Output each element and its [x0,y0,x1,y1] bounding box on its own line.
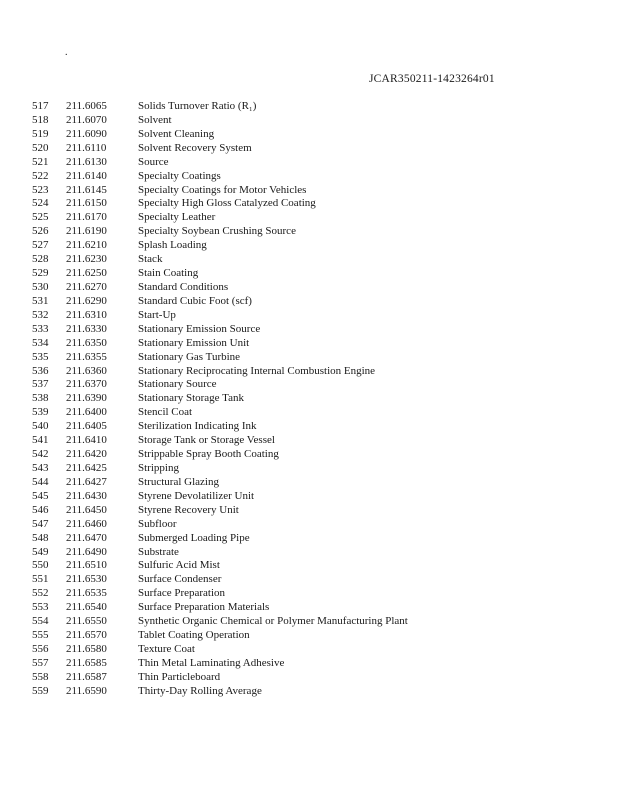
section-number: 211.6530 [66,573,107,586]
item-number: 531 [32,294,49,307]
definition-term: Texture Coat [138,642,195,655]
definition-term: Substrate [138,545,179,558]
list-item [32,225,592,239]
list-item [32,629,592,643]
list-item [32,211,592,225]
list-item [32,504,592,518]
item-number: 524 [32,197,49,210]
definition-term: Stationary Source [138,378,217,391]
item-number: 526 [32,225,49,238]
section-number: 211.6540 [66,601,107,614]
list-item [32,100,592,114]
list-item [32,462,592,476]
section-number: 211.6360 [66,364,107,377]
section-number: 211.6350 [66,336,107,349]
definition-term: Standard Conditions [138,280,229,293]
section-number: 211.6510 [66,559,107,572]
definition-term: Styrene Devolatilizer Unit [138,489,255,502]
list-item [32,184,592,198]
definition-term: Thin Metal Laminating Adhesive [138,656,285,669]
item-number: 549 [32,545,49,558]
item-number: 530 [32,280,49,293]
list-item [32,573,592,587]
definition-term: Splash Loading [138,239,207,252]
list-item [32,142,592,156]
section-number: 211.6405 [66,420,107,433]
section-number: 211.6587 [66,670,107,683]
definition-term: Storage Tank or Storage Vessel [138,434,275,447]
item-number: 539 [32,406,49,419]
section-number: 211.6410 [66,434,107,447]
definition-term: Stripping [138,461,179,474]
item-number: 527 [32,239,49,252]
item-number: 540 [32,420,49,433]
item-number: 541 [32,434,49,447]
section-number: 211.6330 [66,322,107,335]
definition-term: Tablet Coating Operation [138,629,250,642]
section-number: 211.6420 [66,448,107,461]
section-number: 211.6570 [66,629,107,642]
definition-term: Thirty-Day Rolling Average [138,684,262,697]
definition-term: Stencil Coat [138,406,193,419]
item-number: 532 [32,308,49,321]
section-number: 211.6355 [66,350,107,363]
list-item [32,323,592,337]
item-number: 550 [32,559,49,572]
section-number: 211.6140 [66,169,107,182]
definition-term: Specialty Coatings [138,169,221,182]
list-item [32,448,592,462]
section-number: 211.6250 [66,267,107,280]
section-number: 211.6460 [66,517,107,530]
section-number: 211.6090 [66,127,107,140]
list-item [32,378,592,392]
definition-term: Stationary Emission Unit [138,336,250,349]
item-number: 522 [32,169,49,182]
item-number: 545 [32,489,49,502]
item-number: 533 [32,322,49,335]
section-number: 211.6370 [66,378,107,391]
item-number: 547 [32,517,49,530]
list-item [32,420,592,434]
list-item [32,253,592,267]
section-number: 211.6290 [66,294,107,307]
item-number: 518 [32,113,49,126]
item-number: 529 [32,267,49,280]
section-number: 211.6110 [66,141,107,154]
item-number: 543 [32,461,49,474]
definition-term: Subfloor [138,517,177,530]
section-number: 211.6427 [66,475,107,488]
item-number: 548 [32,531,49,544]
list-item [32,476,592,490]
list-item [32,392,592,406]
item-number: 553 [32,601,49,614]
list-item [32,587,592,601]
section-number: 211.6070 [66,113,107,126]
definition-term: Specialty High Gloss Catalyzed Coating [138,197,316,210]
list-item [32,434,592,448]
item-number: 536 [32,364,49,377]
section-number: 211.6310 [66,308,107,321]
item-number: 559 [32,684,49,697]
list-item [32,351,592,365]
definition-term: Stationary Emission Source [138,322,261,335]
item-number: 519 [32,127,49,140]
section-number: 211.6145 [66,183,107,196]
definition-term: Source [138,155,169,168]
definition-term: Sterilization Indicating Ink [138,420,257,433]
definition-term: Stack [138,253,163,266]
definition-term: Stationary Reciprocating Internal Combustion Engine [138,364,376,377]
definition-term: Specialty Soybean Crushing Source [138,225,296,238]
list-item [32,643,592,657]
section-number: 211.6550 [66,615,107,628]
definition-term: Specialty Coatings for Motor Vehicles [138,183,307,196]
definition-term: Sulfuric Acid Mist [138,559,220,572]
list-item [32,559,592,573]
list-item [32,337,592,351]
section-number: 211.6535 [66,587,107,600]
section-number: 211.6065 [66,100,107,112]
definition-term: Specialty Leather [138,211,216,224]
document-id: JCAR350211-1423264r01 [369,73,495,85]
item-number: 535 [32,350,49,363]
item-number: 551 [32,573,49,586]
list-item [32,114,592,128]
list-item [32,615,592,629]
item-number: 558 [32,670,49,683]
item-number: 552 [32,587,49,600]
item-number: 520 [32,141,49,154]
list-item [32,156,592,170]
section-number: 211.6430 [66,489,107,502]
item-number: 554 [32,615,49,628]
definition-term: Thin Particleboard [138,670,221,683]
list-item [32,197,592,211]
definition-term: Surface Preparation Materials [138,601,270,614]
definition-term: Strippable Spray Booth Coating [138,448,279,461]
section-number: 211.6450 [66,503,107,516]
definition-term: Solids Turnover Ratio (R₁) [138,100,257,112]
definitions-list [32,100,592,699]
section-number: 211.6580 [66,642,107,655]
item-number: 555 [32,629,49,642]
list-item [32,490,592,504]
definition-term: Standard Cubic Foot (scf) [138,294,252,307]
item-number: 528 [32,253,49,266]
item-number: 525 [32,211,49,224]
section-number: 211.6590 [66,684,107,697]
list-item [32,128,592,142]
definition-term: Solvent [138,113,172,126]
list-item [32,518,592,532]
section-number: 211.6400 [66,406,107,419]
item-number: 537 [32,378,49,391]
list-item [32,267,592,281]
item-number: 523 [32,183,49,196]
list-item [32,532,592,546]
section-number: 211.6490 [66,545,107,558]
section-number: 211.6470 [66,531,107,544]
list-item [32,671,592,685]
definition-term: Styrene Recovery Unit [138,503,239,516]
section-number: 211.6130 [66,155,107,168]
definition-term: Start-Up [138,308,176,321]
list-item [32,657,592,671]
page-mark: . [65,47,68,58]
item-number: 538 [32,392,49,405]
list-item [32,239,592,253]
item-number: 534 [32,336,49,349]
definition-term: Structural Glazing [138,475,219,488]
item-number: 544 [32,475,49,488]
definition-term: Stain Coating [138,267,199,280]
list-item [32,601,592,615]
section-number: 211.6585 [66,656,107,669]
definition-term: Solvent Recovery System [138,141,252,154]
section-number: 211.6190 [66,225,107,238]
list-item [32,406,592,420]
item-number: 546 [32,503,49,516]
item-number: 557 [32,656,49,669]
list-item [32,281,592,295]
list-item [32,546,592,560]
list-item [32,365,592,379]
section-number: 211.6425 [66,461,107,474]
definition-term: Surface Preparation [138,587,226,600]
item-number: 542 [32,448,49,461]
section-number: 211.6210 [66,239,107,252]
definition-term: Submerged Loading Pipe [138,531,250,544]
definition-term: Stationary Gas Turbine [138,350,241,363]
item-number: 517 [32,100,49,112]
list-item [32,170,592,184]
list-item [32,685,592,699]
list-item [32,295,592,309]
section-number: 211.6170 [66,211,107,224]
section-number: 211.6230 [66,253,107,266]
item-number: 556 [32,642,49,655]
section-number: 211.6150 [66,197,107,210]
section-number: 211.6390 [66,392,107,405]
section-number: 211.6270 [66,280,107,293]
definition-term: Surface Condenser [138,573,222,586]
definition-term: Stationary Storage Tank [138,392,244,405]
list-item [32,309,592,323]
item-number: 521 [32,155,49,168]
definition-term: Solvent Cleaning [138,127,215,140]
definition-term: Synthetic Organic Chemical or Polymer Manufacturing Plant [138,615,408,628]
